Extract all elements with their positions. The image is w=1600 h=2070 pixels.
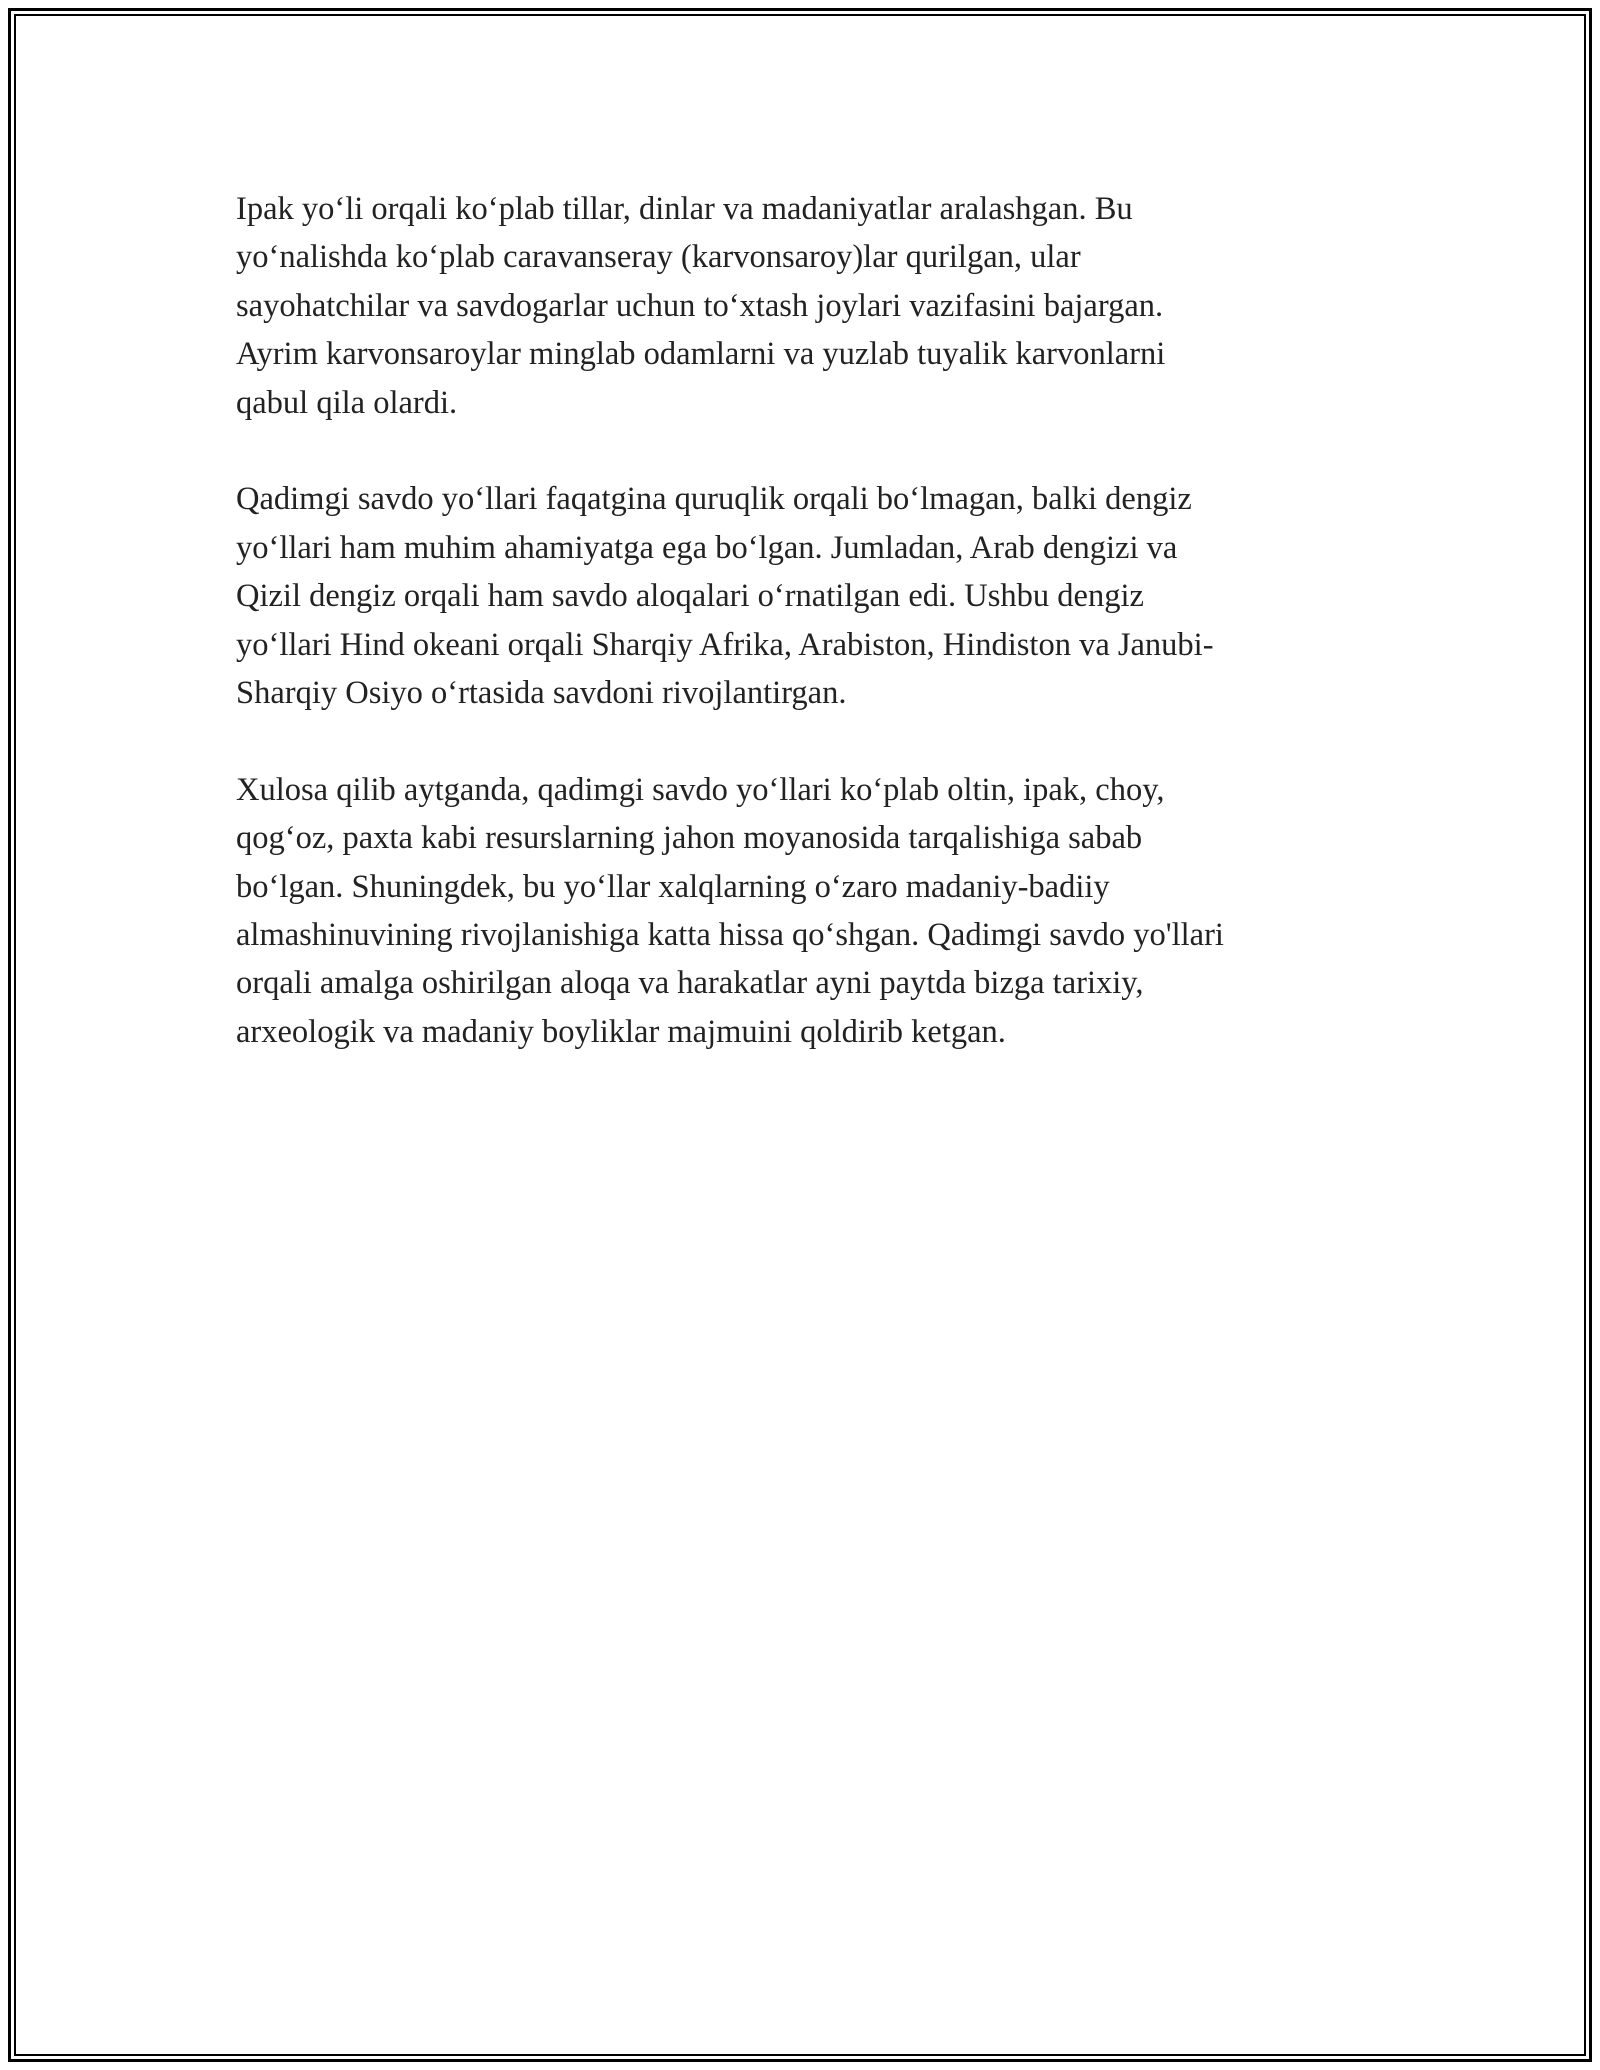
text-line: orqali amalga oshirilgan aloqa va harakatlar ayni paytda bizga tarixiy, [236, 965, 1144, 1002]
paragraph-conclusion [236, 766, 1364, 1056]
document-body [236, 185, 1364, 1105]
text-line: yo‘nalishda ko‘plab caravanseray (karvonsaroy)lar qurilgan, ular [236, 239, 1081, 276]
text-line: yo‘llari ham muhim ahamiyatga ega bo‘lgan. Jumladan, Arab dengizi va [236, 529, 1178, 566]
text-line: Xulosa qilib aytganda, qadimgi savdo yo‘llari ko‘plab oltin, ipak, choy, [236, 771, 1165, 808]
text-line: Ayrim karvonsaroylar minglab odamlarni va yuzlab tuyalik karvonlarni [236, 336, 1166, 373]
text-line: qog‘oz, paxta kabi resurslarning jahon moyanosida tarqalishiga sabab [236, 820, 1143, 857]
text-line: Qadimgi savdo yo‘llari faqatgina quruqlik orqali bo‘lmagan, balki dengiz [236, 481, 1192, 518]
text-line: qabul qila olardi. [236, 384, 458, 421]
text-line: Ipak yo‘li orqali ko‘plab tillar, dinlar va madaniyatlar aralashgan. Bu [236, 191, 1133, 227]
text-line: almashinuvining rivojlanishiga katta hissa qo‘shgan. Qadimgi savdo yo'llari [236, 917, 1224, 954]
paragraph-sea-routes [236, 475, 1364, 717]
paragraph-silk-road [236, 185, 1364, 427]
text-line: sayohatchilar va savdogarlar uchun to‘xtash joylari vazifasini bajargan. [236, 287, 1164, 324]
text-line: bo‘lgan. Shuningdek, bu yo‘llar xalqlarning o‘zaro madaniy-badiiy [236, 868, 1110, 905]
text-line: arxeologik va madaniy boyliklar majmuini qoldirib ketgan. [236, 1013, 1006, 1050]
text-line: Sharqiy Osiyo o‘rtasida savdoni rivojlantirgan. [236, 675, 847, 712]
text-line: yo‘llari Hind okeani orqali Sharqiy Afrika, Arabiston, Hindiston va Janubi- [236, 626, 1214, 663]
text-line: Qizil dengiz orqali ham savdo aloqalari o‘rnatilgan edi. Ushbu dengiz [236, 578, 1144, 615]
